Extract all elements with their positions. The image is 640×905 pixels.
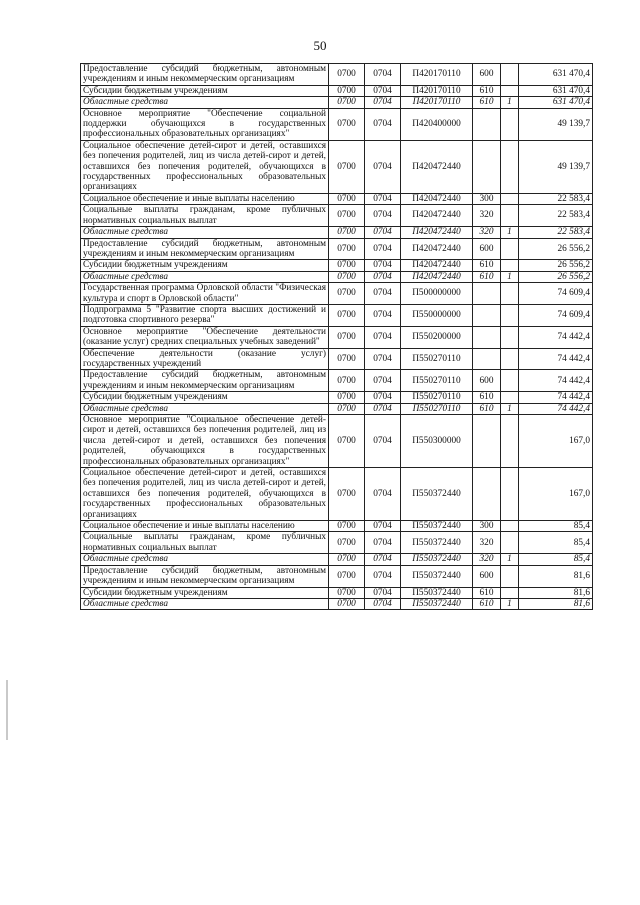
table-row (81, 193, 593, 204)
section-code-cell: 0700 (329, 521, 365, 532)
target-article-cell: П420472440 (401, 205, 473, 227)
target-article-cell: П550372440 (401, 598, 473, 609)
target-article-cell: П550270110 (401, 370, 473, 392)
section-code-cell: 0700 (329, 565, 365, 587)
row-name-cell: Социальное обеспечение и иные выплаты населению (81, 521, 329, 532)
expense-type-cell: 600 (473, 565, 501, 587)
row-name-cell: Основное мероприятие "Социальное обеспечение детей-сирот и детей, оставшихся без попечения родителей, лиц из числа детей-сирот и детей, оставшихся без попечения родителей, обучающихся в государственных профессиональных образовательных организациях" (81, 415, 329, 468)
table-row (81, 227, 593, 238)
row-name-cell: Социальные выплаты гражданам, кроме публичных нормативных социальных выплат (81, 532, 329, 554)
subsection-code-cell: 0704 (365, 326, 401, 348)
funding-source-cell (501, 370, 519, 392)
table-row (81, 348, 593, 370)
section-code-cell: 0700 (329, 415, 365, 468)
row-name-cell: Основное мероприятие "Обеспечение деятельности (оказание услуг) средних специальных учебных заведений" (81, 326, 329, 348)
expense-type-cell: 300 (473, 521, 501, 532)
expense-type-cell: 610 (473, 392, 501, 403)
expense-type-cell: 320 (473, 554, 501, 565)
table-row (81, 565, 593, 587)
row-name-cell: Обеспечение деятельности (оказание услуг) государственных учреждений (81, 348, 329, 370)
table-row (81, 283, 593, 305)
row-name-cell: Областные средства (81, 271, 329, 282)
row-name-cell: Субсидии бюджетным учреждениям (81, 85, 329, 96)
target-article-cell: П550000000 (401, 304, 473, 326)
expense-type-cell: 610 (473, 587, 501, 598)
section-code-cell: 0700 (329, 64, 365, 86)
target-article-cell: П500000000 (401, 283, 473, 305)
expense-type-cell: 320 (473, 227, 501, 238)
amount-cell: 22 583,4 (519, 227, 593, 238)
target-article-cell: П550372440 (401, 554, 473, 565)
table-row (81, 415, 593, 468)
amount-cell: 81,6 (519, 598, 593, 609)
table-row (81, 205, 593, 227)
section-code-cell: 0700 (329, 532, 365, 554)
subsection-code-cell: 0704 (365, 554, 401, 565)
row-name-cell: Предоставление субсидий бюджетным, автономным учреждениям и иным некоммерческим организациям (81, 565, 329, 587)
target-article-cell: П550372440 (401, 521, 473, 532)
table-row (81, 403, 593, 414)
expense-type-cell: 610 (473, 271, 501, 282)
amount-cell: 631 470,4 (519, 64, 593, 86)
subsection-code-cell: 0704 (365, 64, 401, 86)
section-code-cell: 0700 (329, 238, 365, 260)
target-article-cell: П420472440 (401, 140, 473, 193)
row-name-cell: Областные средства (81, 227, 329, 238)
table-row (81, 260, 593, 271)
subsection-code-cell: 0704 (365, 227, 401, 238)
subsection-code-cell: 0704 (365, 140, 401, 193)
section-code-cell: 0700 (329, 403, 365, 414)
subsection-code-cell: 0704 (365, 108, 401, 140)
row-name-cell: Социальное обеспечение детей-сирот и детей, оставшихся без попечения родителей, лиц из числа детей-сирот и детей, оставшихся без попечения родителей, обучающихся в государственных профессиональных образовательных организациях (81, 468, 329, 521)
row-name-cell: Субсидии бюджетным учреждениям (81, 587, 329, 598)
amount-cell: 85,4 (519, 554, 593, 565)
amount-cell: 49 139,7 (519, 140, 593, 193)
amount-cell: 74 442,4 (519, 403, 593, 414)
amount-cell: 74 442,4 (519, 326, 593, 348)
target-article-cell: П550372440 (401, 468, 473, 521)
subsection-code-cell: 0704 (365, 283, 401, 305)
table-row (81, 370, 593, 392)
funding-source-cell: 1 (501, 598, 519, 609)
subsection-code-cell: 0704 (365, 97, 401, 108)
amount-cell: 26 556,2 (519, 260, 593, 271)
expense-type-cell (473, 283, 501, 305)
subsection-code-cell: 0704 (365, 348, 401, 370)
row-name-cell: Социальное обеспечение детей-сирот и детей, оставшихся без попечения родителей, лиц из числа детей-сирот и детей, оставшихся без попечения родителей, обучающихся в государственных профессиональных образовательных организациях (81, 140, 329, 193)
amount-cell: 167,0 (519, 468, 593, 521)
expense-type-cell: 320 (473, 205, 501, 227)
target-article-cell: П550270110 (401, 348, 473, 370)
amount-cell: 167,0 (519, 415, 593, 468)
row-name-cell: Государственная программа Орловской области "Физическая культура и спорт в Орловской области" (81, 283, 329, 305)
funding-source-cell (501, 85, 519, 96)
table-row (81, 468, 593, 521)
target-article-cell: П550300000 (401, 415, 473, 468)
funding-source-cell (501, 238, 519, 260)
funding-source-cell: 1 (501, 227, 519, 238)
amount-cell: 85,4 (519, 532, 593, 554)
table-row (81, 140, 593, 193)
row-name-cell: Социальные выплаты гражданам, кроме публичных нормативных социальных выплат (81, 205, 329, 227)
amount-cell: 631 470,4 (519, 97, 593, 108)
funding-source-cell (501, 348, 519, 370)
funding-source-cell (501, 326, 519, 348)
funding-source-cell: 1 (501, 271, 519, 282)
section-code-cell: 0700 (329, 392, 365, 403)
subsection-code-cell: 0704 (365, 304, 401, 326)
expense-type-cell (473, 304, 501, 326)
funding-source-cell (501, 304, 519, 326)
page-number: 50 (313, 38, 327, 53)
funding-source-cell: 1 (501, 403, 519, 414)
subsection-code-cell: 0704 (365, 468, 401, 521)
row-name-cell: Основное мероприятие "Обеспечение социальной поддержки обучающихся в государственных профессиональных образовательных организациях" (81, 108, 329, 140)
funding-source-cell (501, 64, 519, 86)
row-name-cell: Субсидии бюджетным учреждениям (81, 260, 329, 271)
section-code-cell: 0700 (329, 587, 365, 598)
section-code-cell: 0700 (329, 271, 365, 282)
expense-type-cell: 610 (473, 260, 501, 271)
table-row (81, 598, 593, 609)
funding-source-cell (501, 140, 519, 193)
section-code-cell: 0700 (329, 370, 365, 392)
subsection-code-cell: 0704 (365, 260, 401, 271)
section-code-cell: 0700 (329, 304, 365, 326)
row-name-cell: Областные средства (81, 403, 329, 414)
amount-cell: 26 556,2 (519, 271, 593, 282)
section-code-cell: 0700 (329, 85, 365, 96)
expense-type-cell: 610 (473, 403, 501, 414)
subsection-code-cell: 0704 (365, 521, 401, 532)
subsection-code-cell: 0704 (365, 205, 401, 227)
row-name-cell: Подпрограмма 5 "Развитие спорта высших достижений и подготовка спортивного резерва" (81, 304, 329, 326)
subsection-code-cell: 0704 (365, 193, 401, 204)
target-article-cell: П420472440 (401, 271, 473, 282)
section-code-cell: 0700 (329, 348, 365, 370)
amount-cell: 74 442,4 (519, 370, 593, 392)
target-article-cell: П550372440 (401, 565, 473, 587)
table-body (81, 64, 593, 610)
amount-cell: 49 139,7 (519, 108, 593, 140)
subsection-code-cell: 0704 (365, 271, 401, 282)
amount-cell: 631 470,4 (519, 85, 593, 96)
funding-source-cell (501, 565, 519, 587)
subsection-code-cell: 0704 (365, 598, 401, 609)
table-row (81, 97, 593, 108)
table-row (81, 532, 593, 554)
amount-cell: 22 583,4 (519, 205, 593, 227)
expense-type-cell (473, 108, 501, 140)
subsection-code-cell: 0704 (365, 392, 401, 403)
funding-source-cell (501, 108, 519, 140)
funding-source-cell: 1 (501, 554, 519, 565)
target-article-cell: П550270110 (401, 403, 473, 414)
section-code-cell: 0700 (329, 227, 365, 238)
table-row (81, 304, 593, 326)
amount-cell: 81,6 (519, 565, 593, 587)
section-code-cell: 0700 (329, 554, 365, 565)
funding-source-cell (501, 205, 519, 227)
expense-type-cell: 320 (473, 532, 501, 554)
expense-type-cell: 300 (473, 193, 501, 204)
funding-source-cell: 1 (501, 97, 519, 108)
section-code-cell: 0700 (329, 193, 365, 204)
row-name-cell: Социальное обеспечение и иные выплаты населению (81, 193, 329, 204)
target-article-cell: П550200000 (401, 326, 473, 348)
expense-type-cell (473, 140, 501, 193)
expense-type-cell: 610 (473, 85, 501, 96)
subsection-code-cell: 0704 (365, 403, 401, 414)
expense-type-cell: 610 (473, 598, 501, 609)
amount-cell: 74 609,4 (519, 304, 593, 326)
funding-source-cell (501, 260, 519, 271)
target-article-cell: П420472440 (401, 193, 473, 204)
subsection-code-cell: 0704 (365, 370, 401, 392)
expense-type-cell: 600 (473, 64, 501, 86)
funding-source-cell (501, 468, 519, 521)
section-code-cell: 0700 (329, 108, 365, 140)
amount-cell: 26 556,2 (519, 238, 593, 260)
subsection-code-cell: 0704 (365, 532, 401, 554)
target-article-cell: П550270110 (401, 392, 473, 403)
table-row (81, 521, 593, 532)
section-code-cell: 0700 (329, 326, 365, 348)
row-name-cell: Предоставление субсидий бюджетным, автономным учреждениям и иным некоммерческим организациям (81, 64, 329, 86)
target-article-cell: П420170110 (401, 97, 473, 108)
amount-cell: 85,4 (519, 521, 593, 532)
section-code-cell: 0700 (329, 205, 365, 227)
funding-source-cell (501, 392, 519, 403)
subsection-code-cell: 0704 (365, 238, 401, 260)
target-article-cell: П550372440 (401, 532, 473, 554)
funding-source-cell (501, 283, 519, 305)
table-row (81, 85, 593, 96)
subsection-code-cell: 0704 (365, 565, 401, 587)
target-article-cell: П420472440 (401, 227, 473, 238)
row-name-cell: Предоставление субсидий бюджетным, автономным учреждениям и иным некоммерческим организациям (81, 370, 329, 392)
target-article-cell: П420170110 (401, 64, 473, 86)
expense-type-cell (473, 348, 501, 370)
section-code-cell: 0700 (329, 140, 365, 193)
row-name-cell: Областные средства (81, 554, 329, 565)
amount-cell: 74 442,4 (519, 348, 593, 370)
row-name-cell: Субсидии бюджетным учреждениям (81, 392, 329, 403)
subsection-code-cell: 0704 (365, 587, 401, 598)
table-row (81, 238, 593, 260)
target-article-cell: П420400000 (401, 108, 473, 140)
table-row (81, 108, 593, 140)
amount-cell: 81,6 (519, 587, 593, 598)
expense-type-cell: 610 (473, 97, 501, 108)
expense-type-cell: 600 (473, 370, 501, 392)
row-name-cell: Предоставление субсидий бюджетным, автономным учреждениям и иным некоммерческим организациям (81, 238, 329, 260)
amount-cell: 74 609,4 (519, 283, 593, 305)
row-name-cell: Областные средства (81, 97, 329, 108)
section-code-cell: 0700 (329, 598, 365, 609)
target-article-cell: П420170110 (401, 85, 473, 96)
budget-table (80, 63, 593, 610)
funding-source-cell (501, 532, 519, 554)
expense-type-cell: 600 (473, 238, 501, 260)
table-row (81, 587, 593, 598)
funding-source-cell (501, 521, 519, 532)
subsection-code-cell: 0704 (365, 85, 401, 96)
expense-type-cell (473, 415, 501, 468)
section-code-cell: 0700 (329, 283, 365, 305)
section-code-cell: 0700 (329, 260, 365, 271)
expense-type-cell (473, 326, 501, 348)
target-article-cell: П420472440 (401, 238, 473, 260)
funding-source-cell (501, 193, 519, 204)
table-row (81, 271, 593, 282)
amount-cell: 22 583,4 (519, 193, 593, 204)
scan-artifact (6, 680, 8, 740)
funding-source-cell (501, 415, 519, 468)
section-code-cell: 0700 (329, 468, 365, 521)
amount-cell: 74 442,4 (519, 392, 593, 403)
expense-type-cell (473, 468, 501, 521)
table-row (81, 326, 593, 348)
table-row (81, 392, 593, 403)
target-article-cell: П420472440 (401, 260, 473, 271)
row-name-cell: Областные средства (81, 598, 329, 609)
section-code-cell: 0700 (329, 97, 365, 108)
target-article-cell: П550372440 (401, 587, 473, 598)
subsection-code-cell: 0704 (365, 415, 401, 468)
funding-source-cell (501, 587, 519, 598)
table-row (81, 64, 593, 86)
table-row (81, 554, 593, 565)
